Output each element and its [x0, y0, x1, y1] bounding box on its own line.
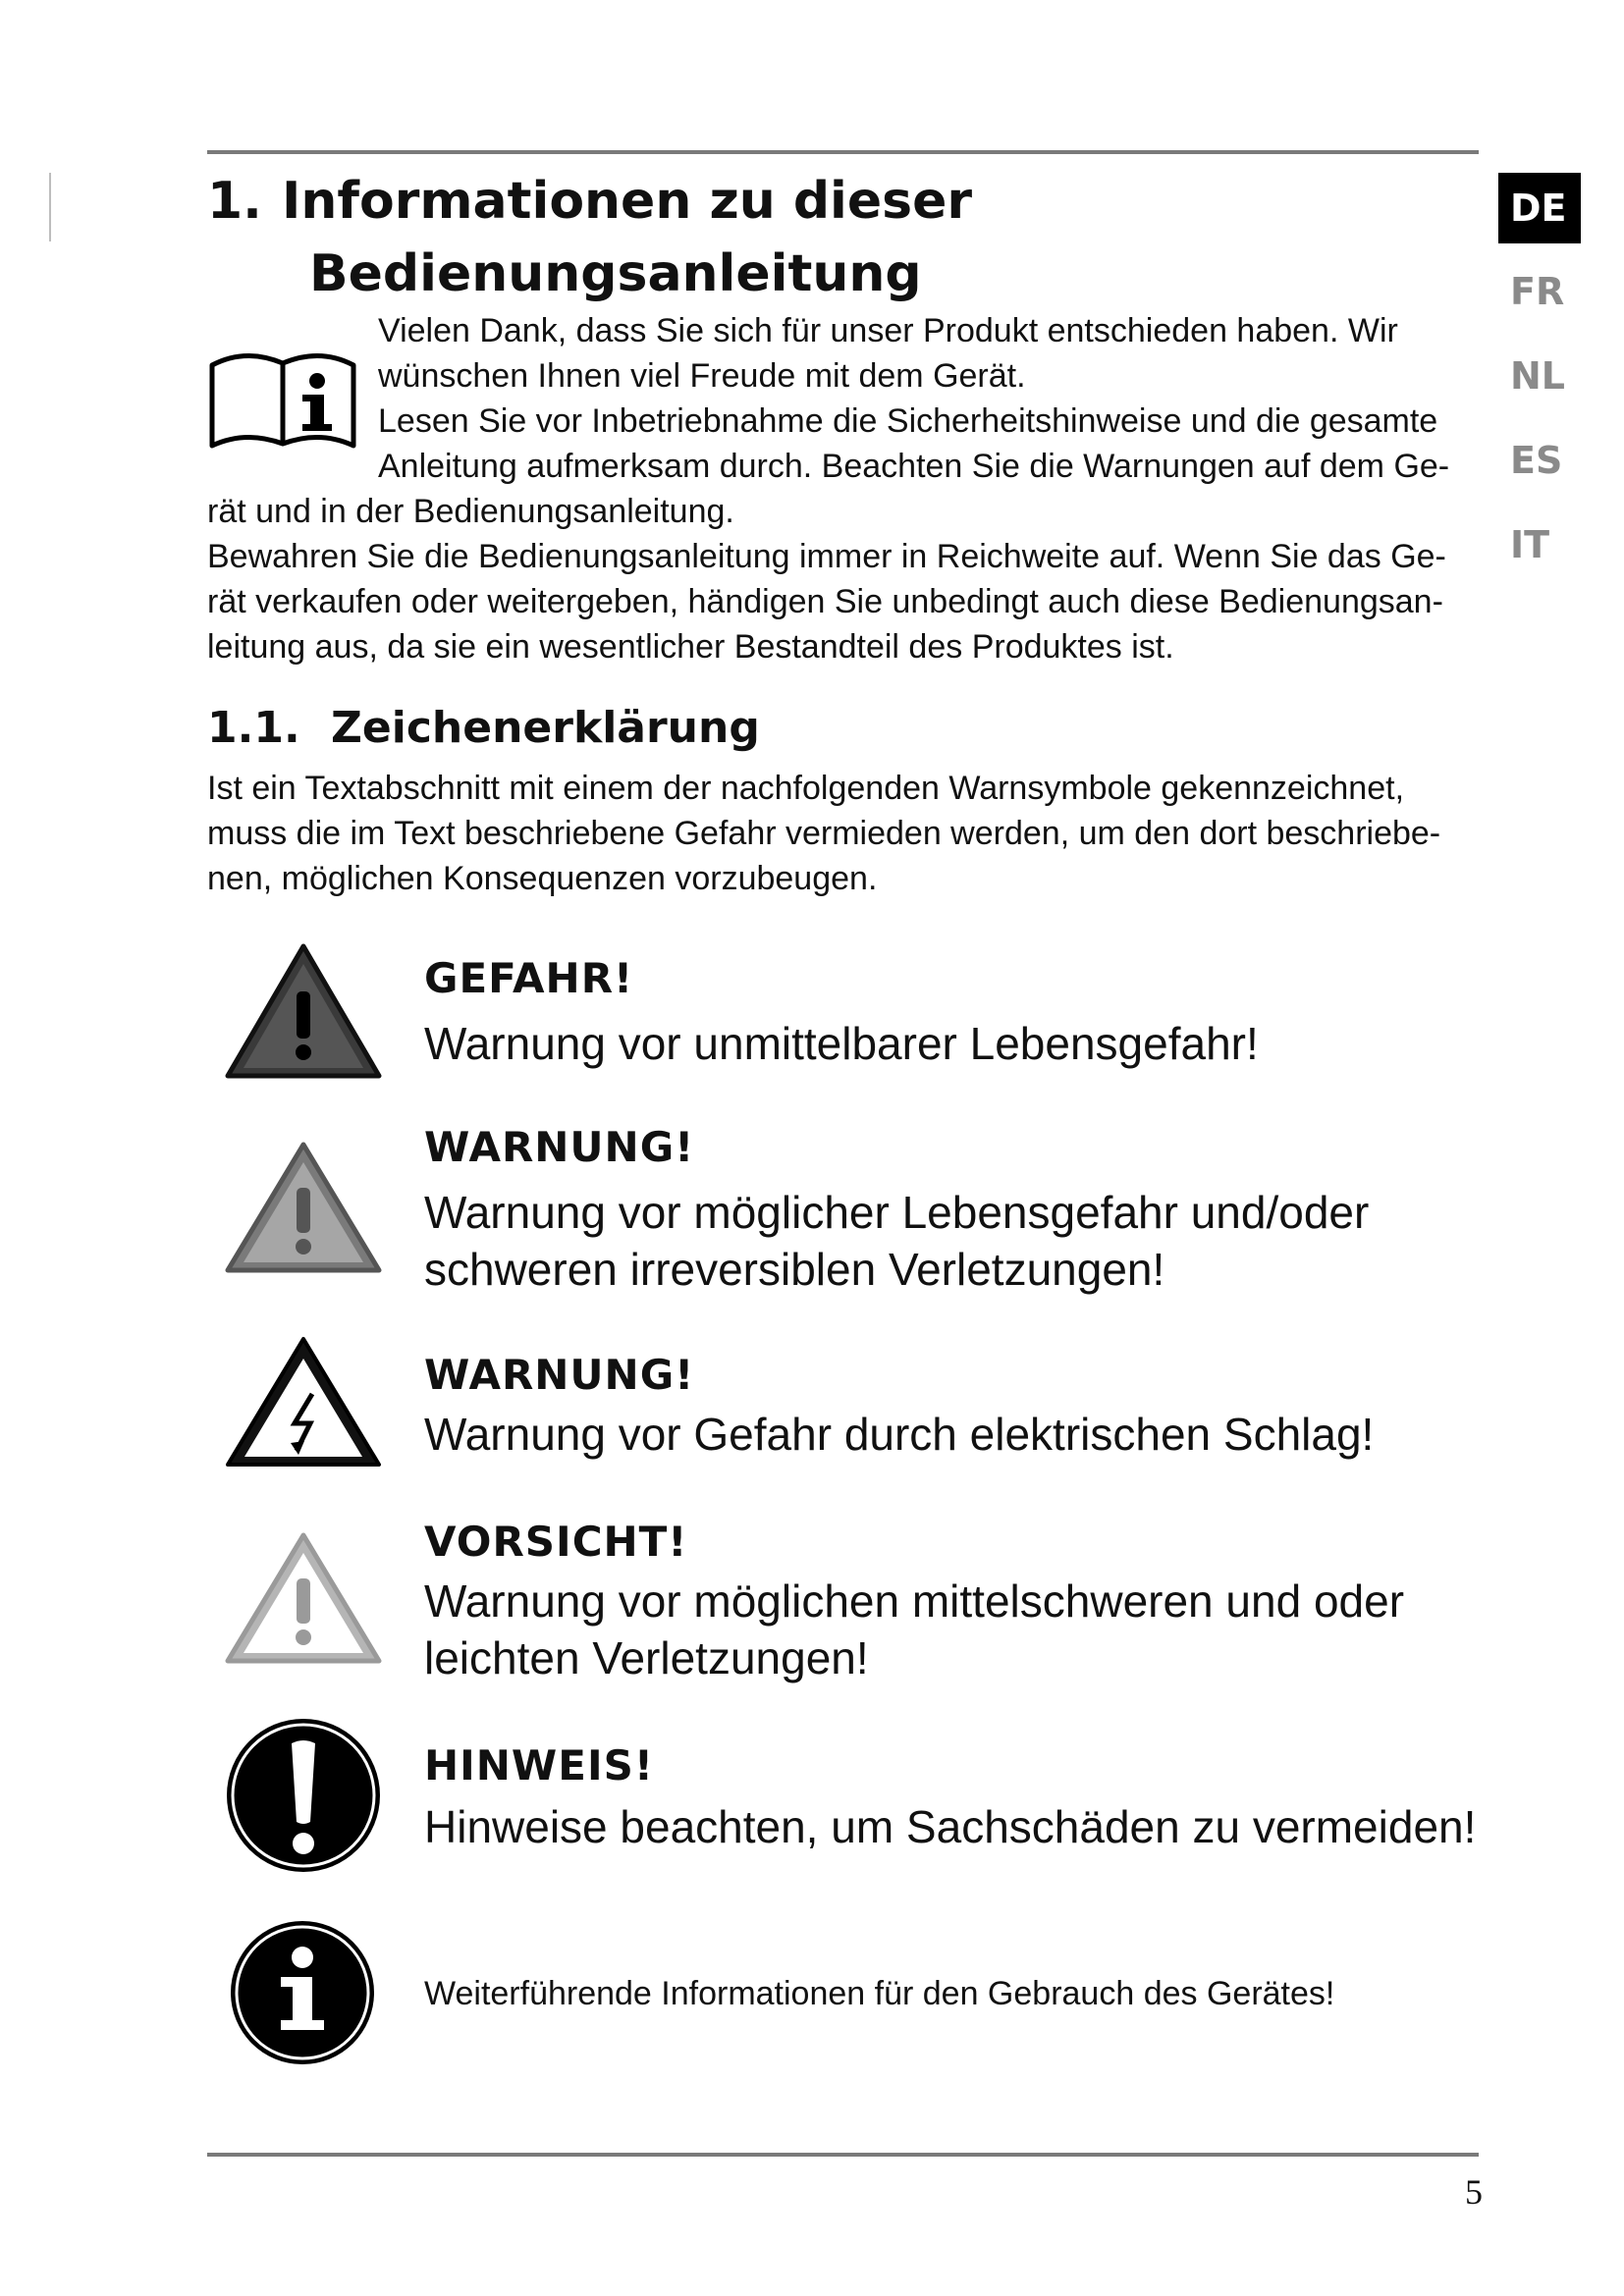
symbol-description: Warnung vor möglichen mittelschweren und oder [424, 1575, 1405, 1627]
bottom-rule [207, 2153, 1479, 2157]
language-nav [1498, 173, 1581, 599]
warning-triangle-icon [222, 1139, 385, 1276]
section-intro-line: nen, möglichen Konsequenzen vorzubeugen. [207, 860, 878, 897]
symbol-title: HINWEIS! [424, 1741, 654, 1789]
info-circle-icon [228, 1918, 377, 2067]
symbol-description: leichten Verletzungen! [424, 1632, 869, 1683]
chapter-heading [207, 165, 1435, 310]
intro-line: Bewahren Sie die Bedienungsanleitung immer in Reichweite auf. Wenn Sie das Ge- [207, 538, 1446, 575]
symbol-description: Warnung vor unmittelbarer Lebensgefahr! [424, 1018, 1259, 1069]
intro-line: rät und in der Bedienungsanleitung. [207, 493, 734, 530]
notice-exclamation-circle-icon [224, 1716, 383, 1875]
danger-warning-triangle-icon [222, 940, 385, 1082]
language-tab-es[interactable]: ES [1510, 439, 1563, 482]
caution-triangle-icon [222, 1529, 385, 1667]
language-tab-nl[interactable]: NL [1510, 354, 1566, 398]
intro-line: Lesen Sie vor Inbetriebnahme die Sicherheitshinweise und die gesamte [378, 402, 1438, 440]
symbol-title: VORSICHT! [424, 1518, 688, 1566]
intro-line: rät verkaufen oder weitergeben, händigen Sie unbedingt auch diese Bedienungsan- [207, 583, 1443, 620]
chapter-title-line2: Bedienungsanleitung [309, 244, 922, 303]
electric-shock-triangle-icon [222, 1333, 385, 1470]
section-number: 1.1. [207, 703, 300, 753]
section-intro-line: muss die im Text beschriebene Gefahr vermieden werden, um den dort beschriebe- [207, 815, 1441, 852]
symbol-description: Hinweise beachten, um Sachschäden zu vermeiden! [424, 1801, 1477, 1852]
section-title: Zeichenerklärung [331, 703, 760, 753]
symbol-title: WARNUNG! [424, 1351, 695, 1399]
symbol-description: schweren irreversiblen Verletzungen! [424, 1244, 1165, 1295]
symbol-description: Warnung vor möglicher Lebensgefahr und/oder [424, 1187, 1370, 1238]
margin-mark [49, 173, 51, 241]
language-tab-it[interactable]: IT [1510, 523, 1550, 566]
chapter-title-line1: Informationen zu dieser [282, 172, 973, 231]
chapter-number: 1. [207, 172, 262, 231]
section-heading [207, 699, 760, 758]
symbol-title: GEFAHR! [424, 954, 634, 1002]
intro-line: Vielen Dank, dass Sie sich für unser Produkt entschieden haben. Wir [378, 312, 1398, 349]
language-tab-de[interactable]: DE [1498, 173, 1581, 243]
page-number: 5 [1465, 2172, 1483, 2212]
section-intro-text [207, 766, 1484, 901]
section-intro-line: Ist ein Textabschnitt mit einem der nachfolgenden Warnsymbole gekennzeichnet, [207, 770, 1405, 807]
intro-line: wünschen Ihnen viel Freude mit dem Gerät. [378, 357, 1026, 395]
intro-line: leitung aus, da sie ein wesentlicher Bestandteil des Produktes ist. [207, 628, 1174, 666]
symbol-description: Warnung vor Gefahr durch elektrischen Schlag! [424, 1409, 1375, 1460]
intro-line: Anleitung aufmerksam durch. Beachten Sie die Warnungen auf dem Ge- [378, 448, 1450, 485]
language-tab-fr[interactable]: FR [1510, 270, 1565, 313]
symbol-title: WARNUNG! [424, 1123, 695, 1171]
top-rule [207, 150, 1479, 154]
intro-text [207, 308, 1484, 669]
symbol-description: Weiterführende Informationen für den Gebrauch des Gerätes! [424, 1975, 1335, 2012]
